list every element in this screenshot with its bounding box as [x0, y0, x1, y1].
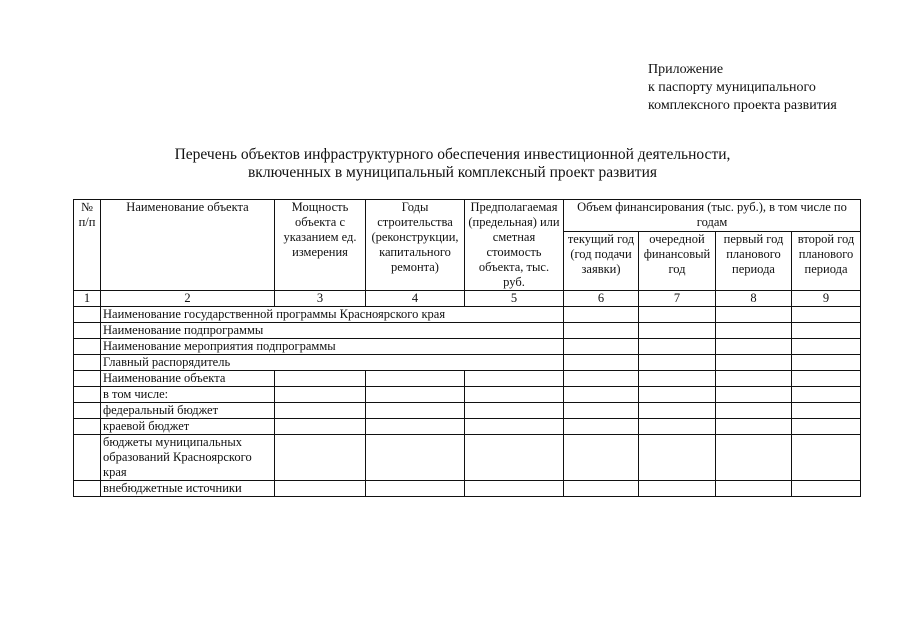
column-number: 4 [366, 291, 465, 307]
header-years: Годы строительства (реконструкции, капитального ремонта) [366, 200, 465, 291]
document-title [0, 146, 905, 182]
column-number: 2 [101, 291, 275, 307]
table-row [74, 387, 861, 403]
title-line-1: Перечень объектов инфраструктурного обеспечения инвестиционной деятельности, [174, 146, 731, 163]
column-number: 3 [275, 291, 366, 307]
table-row [74, 435, 861, 481]
row-federal-budget: федеральный бюджет [101, 403, 275, 419]
row-program: Наименование государственной программы Красноярского края [101, 307, 564, 323]
table-row [74, 355, 861, 371]
column-number: 1 [74, 291, 101, 307]
column-numbers-row [74, 291, 861, 307]
table-row [74, 307, 861, 323]
row-municipal-budgets: бюджеты муниципальных образований Красноярского края [101, 435, 275, 481]
table-row [74, 323, 861, 339]
table-row [74, 371, 861, 387]
appendix-note [648, 61, 837, 115]
appendix-line-1: Приложение [648, 62, 724, 77]
column-number: 8 [716, 291, 792, 307]
table-row [74, 481, 861, 497]
row-including: в том числе: [101, 387, 275, 403]
header-name: Наименование объекта [101, 200, 275, 291]
header-financing: Объем финансирования (тыс. руб.), в том числе по годам [564, 200, 861, 232]
table-row [74, 419, 861, 435]
header-current-year: текущий год (год подачи заявки) [564, 232, 639, 291]
header-next-year: очередной финансовый год [639, 232, 716, 291]
objects-table [73, 199, 861, 497]
row-regional-budget: краевой бюджет [101, 419, 275, 435]
row-subprogram: Наименование подпрограммы [101, 323, 564, 339]
table-row [74, 403, 861, 419]
column-number: 6 [564, 291, 639, 307]
header-num: № п/п [74, 200, 101, 291]
appendix-line-3: комплексного проекта развития [648, 98, 837, 113]
column-number: 9 [792, 291, 861, 307]
header-plan-year-2: второй год планового периода [792, 232, 861, 291]
table-row [74, 339, 861, 355]
header-capacity: Мощность объекта с указанием ед. измерения [275, 200, 366, 291]
column-number: 5 [465, 291, 564, 307]
row-object-name: Наименование объекта [101, 371, 275, 387]
row-main-manager: Главный распорядитель [101, 355, 564, 371]
title-line-2: включенных в муниципальный комплексный проект развития [247, 164, 658, 181]
header-plan-year-1: первый год планового периода [716, 232, 792, 291]
row-extrabudgetary: внебюджетные источники [101, 481, 275, 497]
appendix-line-2: к паспорту муниципального [648, 80, 816, 95]
row-measure: Наименование мероприятия подпрограммы [101, 339, 564, 355]
column-number: 7 [639, 291, 716, 307]
header-cost: Предполагаемая (предельная) или сметная стоимость объекта, тыс. руб. [465, 200, 564, 291]
